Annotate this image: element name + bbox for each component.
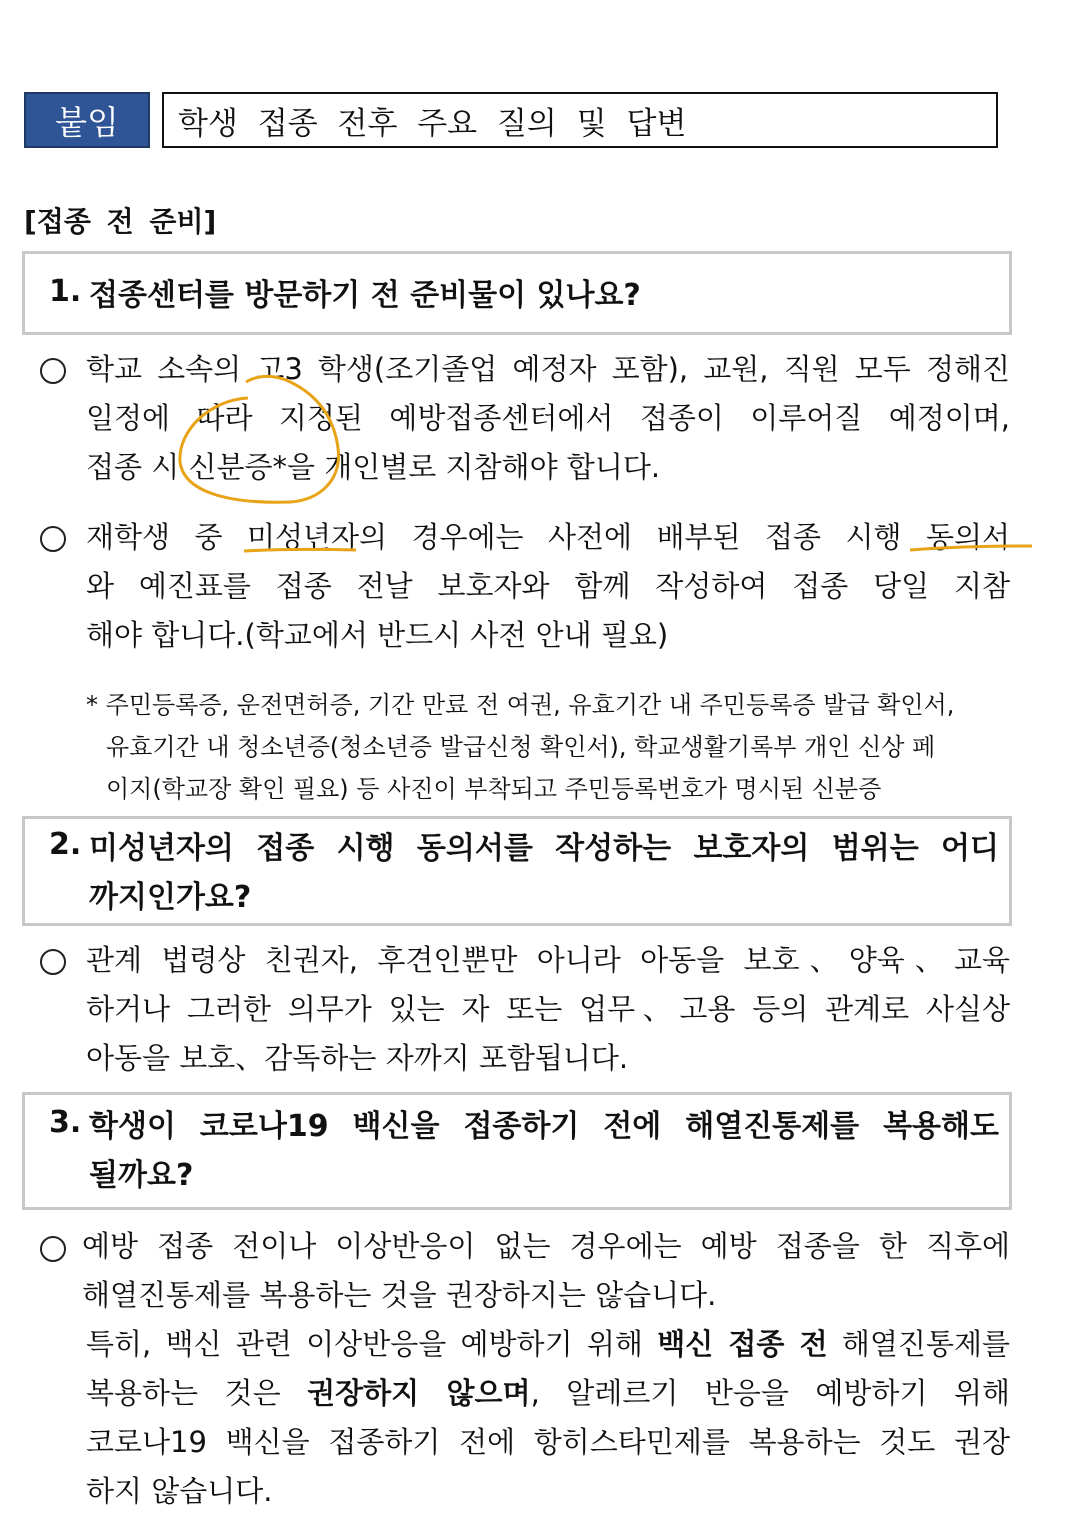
question-line: 미성년자의 접종 시행 동의서를 작성하는 보호자의 범위는 어디	[89, 831, 999, 866]
circle-annotation	[180, 376, 339, 502]
answer-line: 예방 접종 전이나 이상반응이 없는 경우에는 예방 접종을 한 직후에	[82, 1229, 1010, 1263]
answer-paragraph	[86, 936, 1010, 1083]
attachment-tag: 붙임	[24, 92, 150, 148]
answer-line: 아동을 보호、감독하는 자까지 포함됩니다.	[86, 1041, 629, 1075]
underline-annotation	[910, 546, 1032, 550]
answer-line: 특히, 백신 관련 이상반응을 예방하기 위해 백신 접종 전 해열진통제를	[86, 1327, 1010, 1361]
answer-line: 해야 합니다.(학교에서 반드시 사전 안내 필요)	[86, 618, 669, 652]
question-line: 될까요?	[89, 1158, 194, 1193]
answer-line: 코로나19 백신을 접종하기 전에 항히스타민제를 복용하는 것도 권장	[86, 1425, 1010, 1459]
answer-paragraph-extra	[86, 1320, 1010, 1516]
answer-line: 복용하는 것은 권장하지 않으며, 알레르기 반응을 예방하기 위해	[86, 1376, 1010, 1410]
question-number: 1.	[49, 274, 82, 309]
document-title: 학생 접종 전후 주요 질의 및 답변	[162, 92, 998, 148]
question-text: 접종센터를 방문하기 전 준비물이 있나요?	[89, 278, 641, 313]
question-box-2	[22, 816, 1012, 926]
answer-line: 와 예진표를 접종 전날 보호자와 함께 작성하여 접종 당일 지참	[86, 569, 1010, 603]
answer-line: 하거나 그러한 의무가 있는 자 또는 업무、고용 등의 관계로 사실상	[86, 992, 1010, 1026]
answer-line: 재학생 중 미성년자의 경우에는 사전에 배부된 접종 시행 동의서	[86, 520, 1010, 554]
answer-line: 학교 소속의 고3 학생(조기졸업 예정자 포함), 교원, 직원 모두 정해진	[86, 352, 1010, 386]
emphasis-text: 권장하지 않으며	[307, 1376, 531, 1410]
footnote-line: 이지(학교장 확인 필요) 등 사진이 부착되고 주민등록번호가 명시된 신분증	[106, 775, 882, 803]
bullet-circle-icon	[40, 1236, 66, 1262]
question-text	[89, 824, 999, 922]
answer-line: 관계 법령상 친권자, 후견인뿐만 아니라 아동을 보호、양육、교육	[86, 943, 1010, 977]
section-title: [접종 전 준비]	[24, 205, 217, 238]
answer-paragraph	[82, 1222, 1010, 1320]
question-line: 까지인가요?	[89, 880, 252, 915]
footnote-line: 유효기간 내 청소년증(청소년증 발급신청 확인서), 학교생활기록부 개인 신상 페	[106, 733, 936, 761]
answer-line: 접종 시 신분증*을 개인별로 지참해야 합니다.	[86, 450, 661, 484]
question-line: 학생이 코로나19 백신을 접종하기 전에 해열진통제를 복용해도	[89, 1109, 999, 1144]
footnote-line: * 주민등록증, 운전면허증, 기간 만료 전 여권, 유효기간 내 주민등록증 발급 확인서,	[86, 691, 955, 719]
question-text	[89, 1102, 999, 1200]
answer-line: 해열진통제를 복용하는 것을 권장하지는 않습니다.	[82, 1278, 717, 1312]
question-number: 3.	[49, 1105, 82, 1140]
emphasis-text: 백신 접종 전	[657, 1327, 828, 1361]
bullet-circle-icon	[40, 949, 66, 975]
answer-line: 하지 않습니다.	[86, 1474, 273, 1508]
question-box-3	[22, 1092, 1012, 1210]
underline-annotation	[244, 549, 356, 551]
question-number: 2.	[49, 827, 82, 862]
answer-line: 일정에 따라 지정된 예방접종센터에서 접종이 이루어질 예정이며,	[86, 401, 1010, 435]
